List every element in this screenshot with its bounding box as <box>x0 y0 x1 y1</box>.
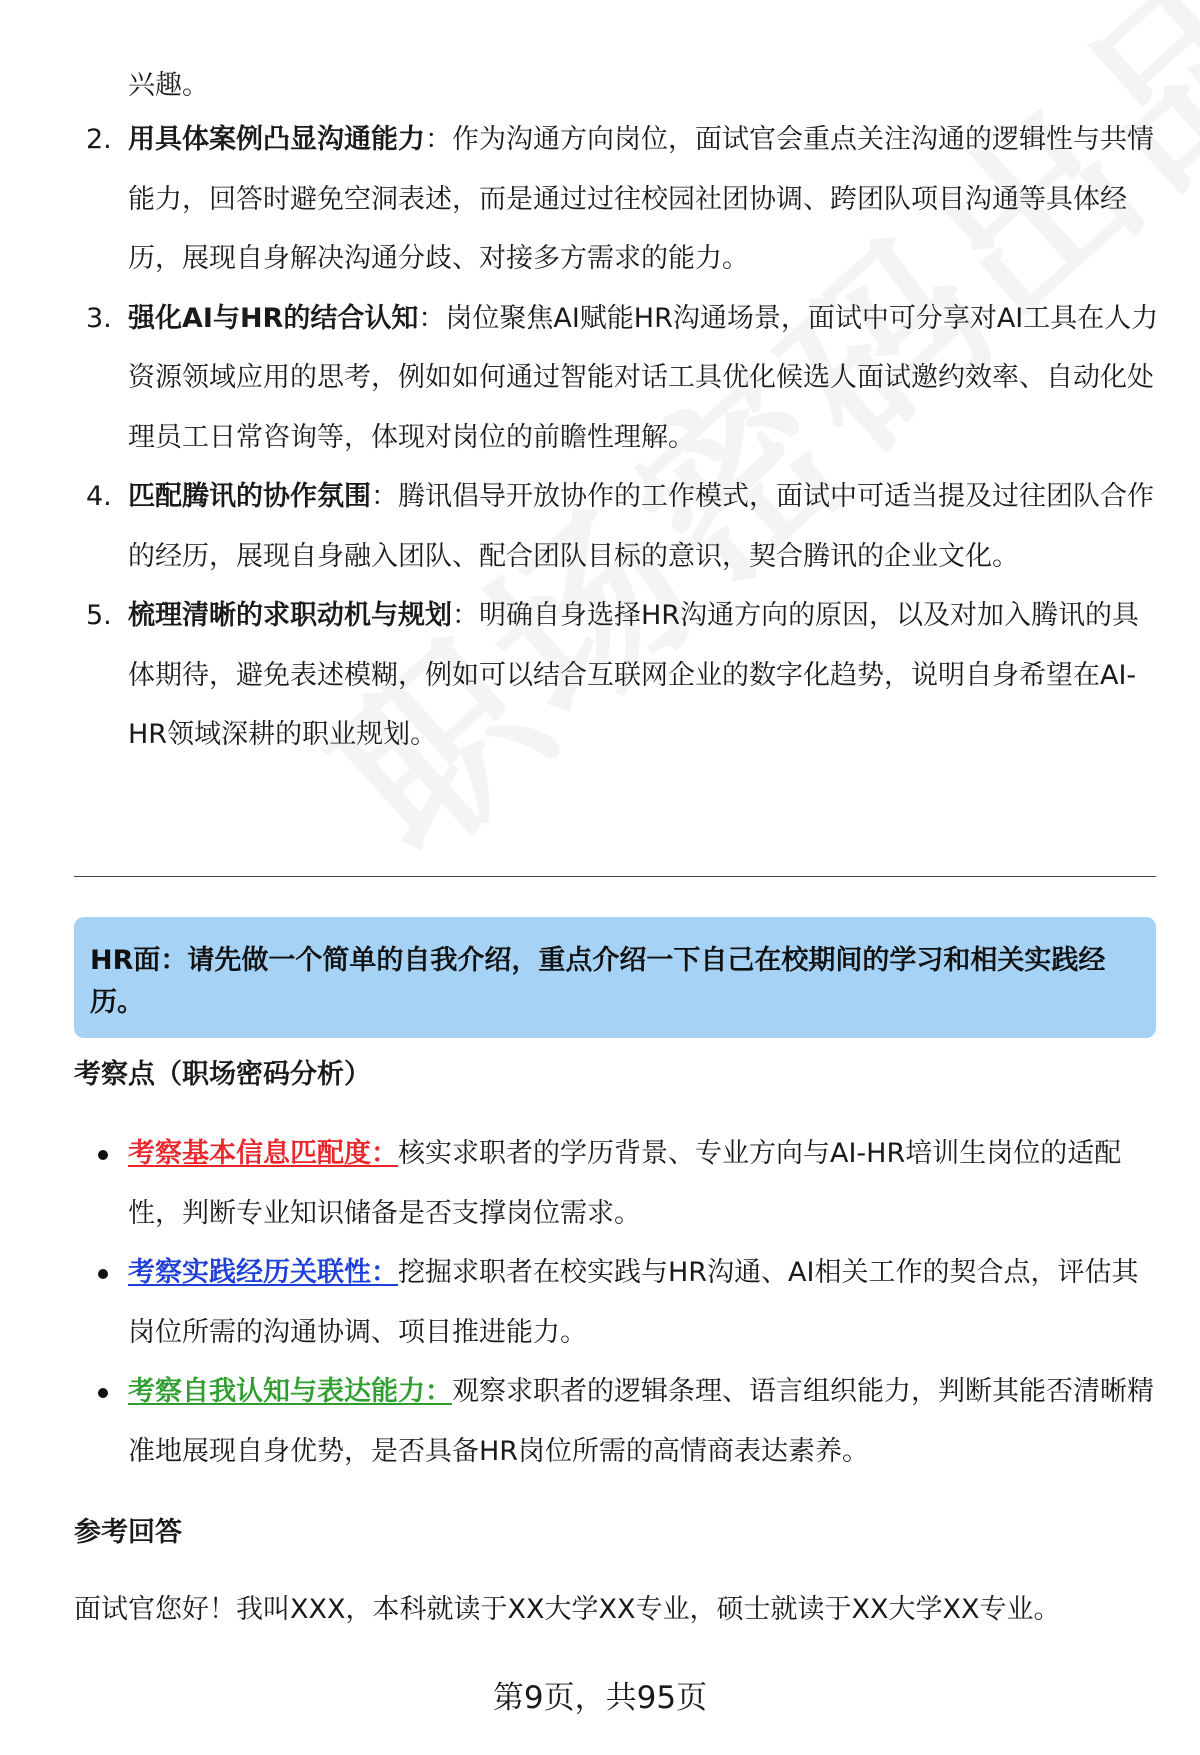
list-item <box>74 289 1164 468</box>
list-item <box>74 467 1164 586</box>
list-number: 4. <box>86 481 112 512</box>
tip-title: 梳理清晰的求职动机与规划 <box>128 600 452 631</box>
tip-body: ：腾讯倡导开放协作的工作模式，面试中可适当提及过往团队合作的经历，展现自身融入团队、配合团队目标的意识，契合腾讯的企业文化。 <box>128 481 1154 572</box>
tips-list <box>74 110 1164 765</box>
tip-body: ：作为沟通方向岗位，面试官会重点关注沟通的逻辑性与共情能力，回答时避免空洞表述，而是通过过往校园社团协调、跨团队项目沟通等具体经历，展现自身解决沟通分歧、对接多方需求的能力。 <box>128 124 1154 274</box>
list-number: 5. <box>86 600 112 631</box>
tip-title: 匹配腾讯的协作氛围 <box>128 481 371 512</box>
answer-text: 面试官您好！我叫XXX，本科就读于XX大学XX专业，硕士就读于XX大学XX专业。 <box>74 1594 1061 1625</box>
analysis-body: 挖掘求职者在校实践与HR沟通、AI相关工作的契合点，评估其岗位所需的沟通协调、项目推进能力。 <box>128 1257 1139 1348</box>
analysis-body: 核实求职者的学历背景、专业方向与AI-HR培训生岗位的适配性，判断专业知识储备是否支撑岗位需求。 <box>128 1138 1122 1229</box>
analysis-keyword-link[interactable]: 考察基本信息匹配度： <box>128 1138 398 1169</box>
tip-body: ：明确自身选择HR沟通方向的原因，以及对加入腾讯的具体期待，避免表述模糊，例如可以结合互联网企业的数字化趋势，说明自身希望在AI-HR领域深耕的职业规划。 <box>128 600 1140 750</box>
bullet-dot-icon <box>98 1150 108 1160</box>
page-footer: 第9页，共95页 <box>492 1680 708 1716</box>
analysis-heading: 考察点（职场密码分析） <box>74 1059 371 1090</box>
list-number: 3. <box>86 302 112 334</box>
list-item <box>74 1124 1164 1243</box>
divider <box>74 876 1156 877</box>
list-item <box>74 586 1164 765</box>
analysis-keyword-link[interactable]: 考察实践经历关联性： <box>128 1257 398 1288</box>
tip-title: 强化AI与HR的结合认知 <box>128 302 419 334</box>
tip-body: ：岗位聚焦AI赋能HR沟通场景，面试中可分享对AI工具在人力资源领域应用的思考，例如如何通过智能对话工具优化候选人面试邀约效率、自动化处理员工日常咨询等，体现对岗位的前瞻性理解。 <box>128 302 1159 453</box>
analysis-body: 观察求职者的逻辑条理、语言组织能力，判断其能否清晰精准地展现自身优势，是否具备HR岗位所需的高情商表达素养。 <box>128 1376 1154 1467</box>
analysis-list <box>74 1124 1164 1481</box>
bullet-dot-icon <box>98 1388 108 1398</box>
question-callout: HR面：请先做一个简单的自我介绍，重点介绍一下自己在校期间的学习和相关实践经历。 <box>74 917 1156 1038</box>
analysis-keyword-link[interactable]: 考察自我认知与表达能力： <box>128 1376 452 1407</box>
list-number: 2. <box>86 124 112 155</box>
answer-heading: 参考回答 <box>74 1517 182 1548</box>
tip-title: 用具体案例凸显沟通能力 <box>128 124 425 155</box>
list-item <box>74 110 1164 289</box>
list-item <box>74 1243 1164 1362</box>
list-item <box>74 1362 1164 1481</box>
bullet-dot-icon <box>98 1269 108 1279</box>
lead-text: 兴趣。 <box>128 70 209 101</box>
